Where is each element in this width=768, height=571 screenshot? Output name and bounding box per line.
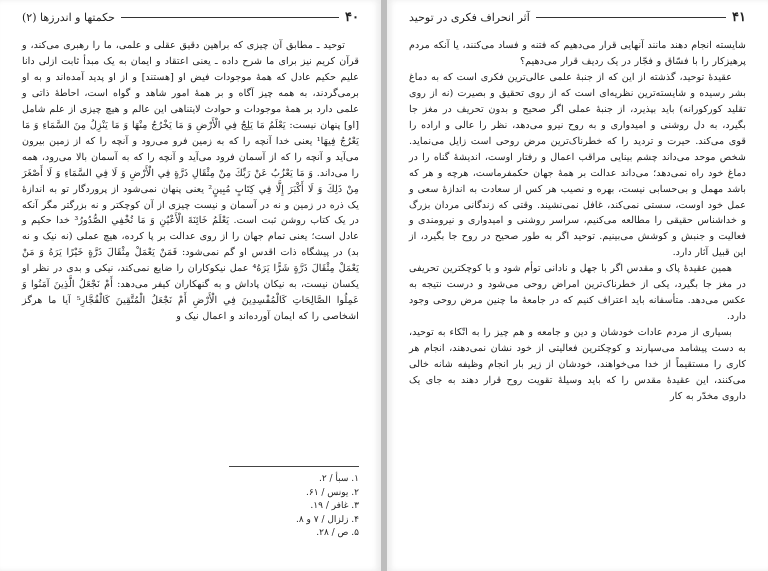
footnote: ۳. غافر / ۱۹. [310, 501, 359, 511]
paragraph: بسیاری از مردم عادات خودشان و دین و جامعه و هم چیز را به اتّکاء به توحید، به دست پیشامد می‌سپارند و کوچکترین فعالیتی از خود نشان نمی‌دهند، انجام هر کاری را مستقیماً از خدا می‌خواهند، خودشان از زیر بار انجام وظیفه شانه خالی می‌کنند، این عقیدهٔ مقدس را که باید وسیلهٔ تقویت روح قرار دهند به جای یک داروی مخدّر به کار [409, 327, 746, 402]
right-page-header [409, 8, 746, 26]
left-page-body [22, 38, 359, 325]
footnotes [229, 466, 359, 541]
paragraph: توحید ـ مطابق آن چیزی که براهین دقیق عقلی و علمی، ما را رهبری می‌کند، و قرآن کریم نیز برای ما شرح داده ـ یعنی اعتقاد و ایمان به یک مبدأ ثابت ازلی دانا علیم حکیم عادل که همهٔ موجودات فیض او [هستند] و از او پدید آمده‌اند و به او برمی‌گردند، به همه چیز آگاه و بر همهٔ امور شاهد و گواه است، احاطهٔ ذاتی و علمی دارد بر همهٔ موجودات و حوادث لایتناهی این عالم و هیچ چیزی از علم شامل [او] پنهان نیست: يَعْلَمُ مَا يَلِجُ فِي الْأَرْضِ وَ مَا يَخْرُجُ مِنْهَا وَ مَا يَنْزِلُ مِنَ السَّمَاءِ وَ مَا يَعْرُجُ فِيهَا¹ یعنی خدا آنچه را که به زمین فرو می‌رود و آنچه را که از زمین بیرون می‌آید و آنچه را که از آسمان فرود می‌آید و آنچه را که به آسمان بالا می‌رود، همه را می‌داند. وَ مَا يَعْزُبُ عَنْ رَبِّكَ مِنْ مِثْقَالِ ذَرَّةٍ فِي الْأَرْضِ وَ لَا فِي السَّمَاءِ وَ لَا أَصْغَرَ مِنْ ذَلِكَ وَ لَا أَكْبَرَ إِلَّا فِي كِتَابٍ مُبِينٍ² یعنی پنهان نمی‌شود از پروردگار تو به اندازهٔ یک ذره در زمین و نه در آسمان و نیست چیزی از آن کوچکتر و نه بزرگتر مگر آنکه در یک کتاب روشن ثبت است. يَعْلَمُ خَائِنَةَ الْأَعْيُنِ وَ مَا تُخْفِي الصُّدُورُ³ خدا حکیم و عادل است؛ یعنی تمام جهان را از روی عدالت بر پا کرده، هیچ عملی (نه نیک و نه بد) در پیشگاه ذات اقدس او گم نمی‌شود: فَمَنْ يَعْمَلْ مِثْقَالَ ذَرَّةٍ خَيْرًا يَرَهُ وَ مَنْ يَعْمَلْ مِثْقَالَ ذَرَّةٍ شَرًّا يَرَهُ⁴ عمل نیکوکاران را ضایع نمی‌کند، نیکی و بدی در نظر او یکسان نیست، به نیکان پاداش و به گنهکاران کیفر می‌دهد: أَمْ نَجْعَلُ الَّذِينَ آمَنُوا وَ عَمِلُوا الصَّالِحَاتِ كَالْمُفْسِدِينَ فِي الْأَرْضِ أَمْ نَجْعَلُ الْمُتَّقِينَ كَالْفُجَّارِ⁵ آیا ما هرگز اشخاصی را که ایمان آورده‌اند و اعمال نیک و [22, 40, 359, 323]
left-page-header [22, 8, 359, 26]
header-rule [536, 17, 726, 18]
page-number: ۴۱ [732, 9, 746, 25]
footnote: ۵. ص / ۲۸. [316, 528, 359, 538]
running-head: آثر انحراف فکری در توحید [409, 10, 530, 24]
right-page-body [409, 38, 746, 405]
paragraph: عقیدهٔ توحید، گذشته از این که از جنبهٔ علمی عالی‌ترین فکری است که به دماغ بشر رسیده و شایسته‌ترین نظریه‌ای است که از روی تحقیق و بصیرت (نه از روی تقلید کورکورانه) باید بپذیرد، از جنبهٔ عملی اگر صحیح و بدون تحریف در مغز جا بگیرد، به دل روشنی و امیدواری و به روح نیرو می‌دهد، نظر را عالی و اراده را قوی می‌کند. حیرت و تردید را که خطرناک‌ترین مرض روحی است زایل می‌نماید. شخص موحد می‌داند چشم بینایی مراقب اعمال و رفتار اوست، اندیشهٔ گناه را در دماغ خود راه نمی‌دهد؛ می‌داند عدالت بر همهٔ جهان حکمفرماست، هرچه و هر که باشد مهمل و بی‌حسابی نیست، بهره و نصیب هر کس از سعادت به اندازهٔ سعی و عمل خود اوست، سستی نمی‌کند، غافل نمی‌نشیند. وقتی که زندگانی مردان بزرگ و خداشناس حقیقی را مطالعه می‌کنیم، سراسر روشنی و امیدواری و نیرومندی و فعالیت و جنبش و کوشش می‌بینیم. توحید اگر به طور صحیح در روح جا بگیرد، از این قبیل آثار دارد. [409, 71, 746, 259]
paragraph: شایسته انجام دهند مانند آنهایی قرار می‌دهیم که فتنه و فساد می‌کنند، یا آنکه مردم پرهیزکار را با فسّاق و فجّار در یک ردیف قرار می‌دهیم؟ [409, 40, 746, 67]
footnote-rule [229, 466, 359, 467]
footnote: ۱. سبأ / ۲. [318, 474, 359, 484]
footnote: ۲. یونس / ۶۱. [306, 487, 359, 498]
header-rule [121, 17, 339, 18]
left-page [0, 0, 381, 571]
running-head: حکمتها و اندرزها (۲) [22, 10, 115, 24]
page-number: ۴۰ [345, 9, 359, 25]
footnote: ۴. زلزال / ۷ و ۸. [295, 514, 359, 525]
paragraph: همین عقیدهٔ پاک و مقدس اگر با جهل و نادانی توأم شود و با کوچکترین تحریفی در مغز جا بگیرد، یکی از خطرناک‌ترین امراض روحی می‌شود و درست نتیجه به عکس می‌دهد. متأسفانه باید اعتراف کنیم که در جامعهٔ ما چنین مرض روحی وجود دارد. [409, 263, 746, 323]
right-page [387, 0, 768, 571]
